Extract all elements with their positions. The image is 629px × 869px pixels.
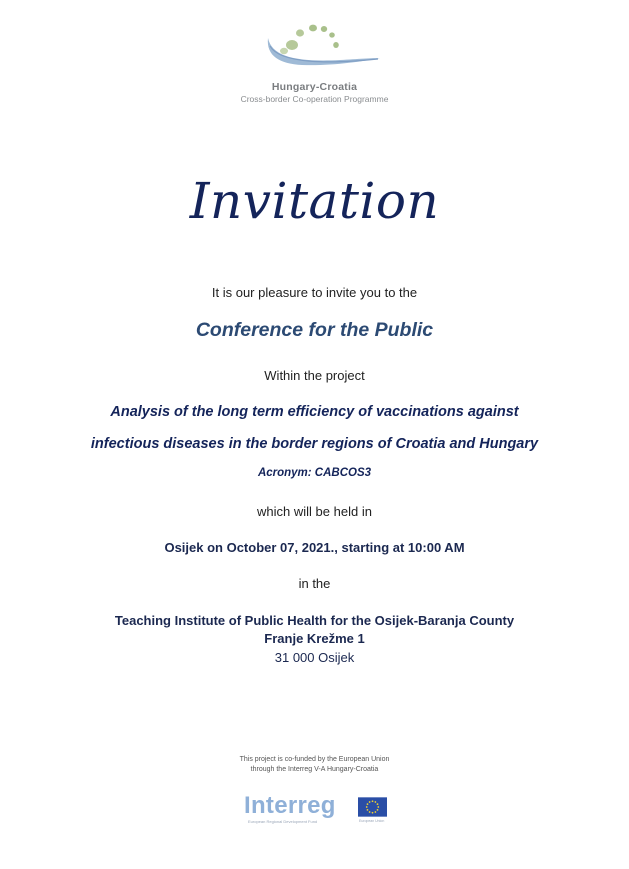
- project-title-line2: infectious diseases in the border regions of Croatia and Hungary: [90, 436, 539, 452]
- held-in-text: which will be held in: [257, 504, 372, 519]
- within-text: Within the project: [264, 368, 365, 383]
- funding-line-1: This project is co-funded by the European Union: [239, 756, 390, 763]
- project-acronym: Acronym: CABCOS3: [257, 467, 372, 479]
- venue-name: Teaching Institute of Public Health for the Osijek-Baranja County: [114, 613, 515, 628]
- venue-street: Franje Krežme 1: [264, 631, 365, 646]
- conference-name: Conference for the Public: [195, 319, 434, 341]
- eu-label: European Union: [359, 819, 385, 823]
- funding-line-2: through the Interreg V-A Hungary-Croatia: [250, 766, 379, 773]
- event-date-time: Osijek on October 07, 2021., starting at 10:00 AM: [164, 540, 465, 555]
- venue-city: 31 000 Osijek: [274, 650, 355, 665]
- project-title-line1: Analysis of the long term efficiency of vaccinations against: [110, 404, 519, 420]
- hungary-croatia-logo-icon: [240, 20, 390, 80]
- eu-flag-icon: [358, 797, 387, 817]
- interreg-fund-label: European Regional Development Fund: [248, 819, 318, 824]
- intro-text: It is our pleasure to invite you to the: [211, 285, 418, 300]
- in-the-text: in the: [298, 576, 331, 591]
- programme-name: Hungary-Croatia: [271, 81, 358, 93]
- invitation-title: Invitation: [189, 172, 440, 230]
- programme-subtitle: Cross-border Co-operation Programme: [240, 94, 389, 104]
- interreg-wordmark: Interreg: [244, 792, 336, 819]
